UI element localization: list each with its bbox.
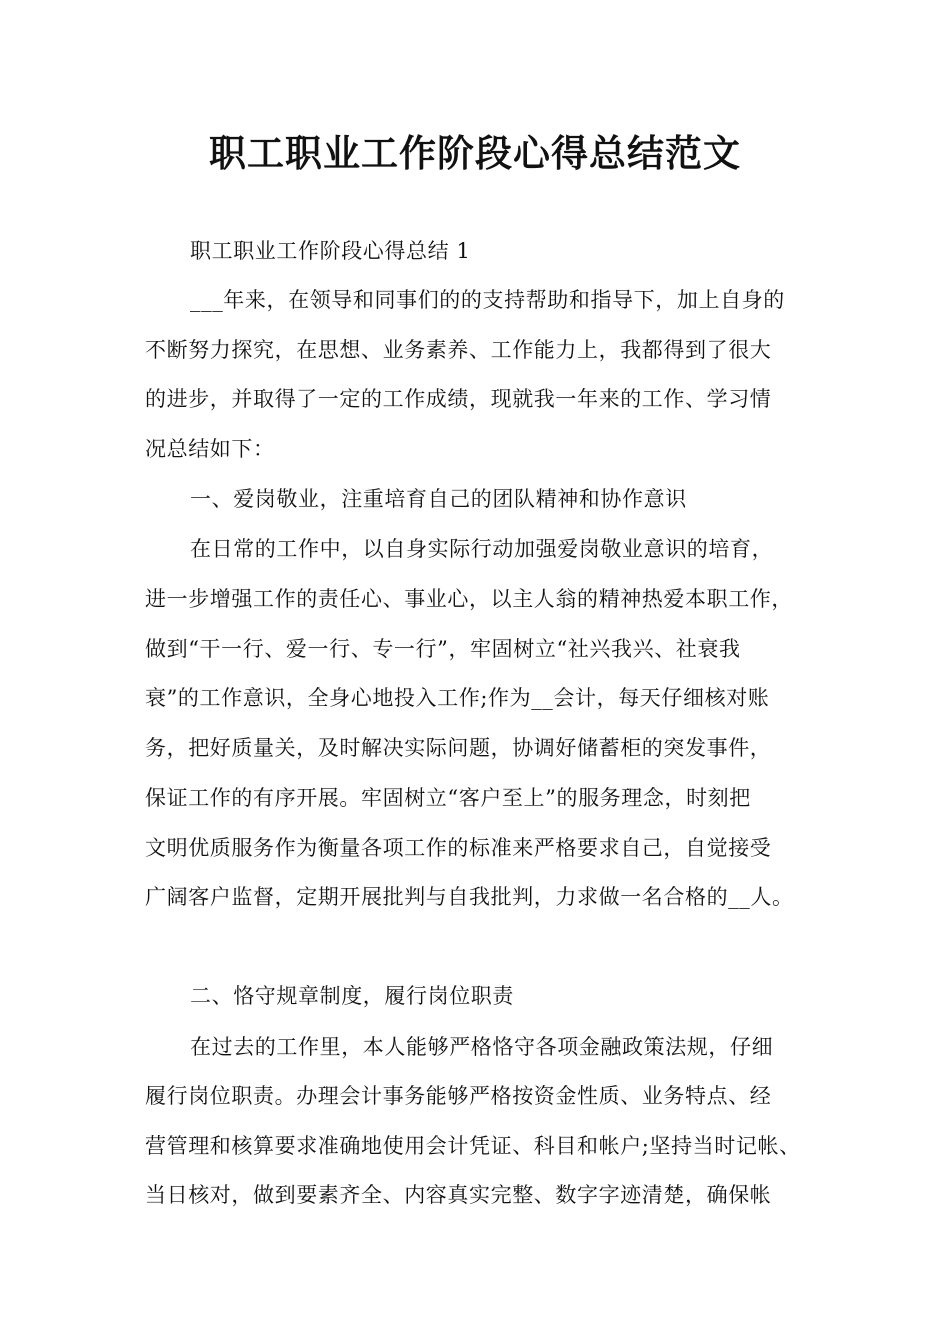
paragraph-line: 在过去的工作里，本人能够严格恪守各项金融政策法规，仔细	[190, 1035, 774, 1059]
document-title: 职工职业工作阶段心得总结范文	[209, 131, 741, 175]
paragraph-line: 进一步增强工作的责任心、事业心，以主人翁的精神热爱本职工作，	[145, 587, 793, 611]
paragraph-line: ___年来，在领导和同事们的的支持帮助和指导下，加上自身的	[190, 288, 785, 312]
paragraph-line: 况总结如下：	[145, 437, 275, 461]
paragraph-line: 营管理和核算要求准确地使用会计凭证、科目和帐户;坚持当时记帐、	[145, 1134, 801, 1158]
paragraph-line: 履行岗位职责。办理会计事务能够严格按资金性质、业务特点、经	[145, 1084, 772, 1108]
section-heading: 职工职业工作阶段心得总结 1	[190, 239, 471, 263]
paragraph-line: 的进步，并取得了一定的工作成绩，现就我一年来的工作、学习情	[145, 387, 772, 411]
paragraph-line: 当日核对，做到要素齐全、内容真实完整、数字字迹清楚，确保帐	[145, 1183, 772, 1207]
section-heading: 二、恪守规章制度，履行岗位职责	[190, 984, 514, 1008]
paragraph-line: 不断努力探究，在思想、业务素养、工作能力上，我都得到了很大	[145, 338, 772, 362]
paragraph-line: 做到“干一行、爱一行、专一行”，牢固树立“社兴我兴、社衰我	[145, 637, 741, 661]
paragraph-line: 保证工作的有序开展。牢固树立“客户至上”的服务理念，时刻把	[145, 786, 751, 810]
paragraph-line: 务，把好质量关，及时解决实际问题，协调好储蓄柜的突发事件，	[145, 736, 772, 760]
paragraph-line: 广阔客户监督，定期开展批判与自我批判，力求做一名合格的__人。	[145, 885, 794, 909]
section-heading: 一、爱岗敬业，注重培育自己的团队精神和协作意识	[190, 487, 687, 511]
paragraph-line: 文明优质服务作为衡量各项工作的标准来严格要求自己，自觉接受	[145, 836, 772, 860]
paragraph-line: 在日常的工作中，以自身实际行动加强爱岗敬业意识的培育，	[190, 537, 774, 561]
paragraph-line: 衰”的工作意识，全身心地投入工作;作为__会计，每天仔细核对账	[145, 686, 770, 710]
